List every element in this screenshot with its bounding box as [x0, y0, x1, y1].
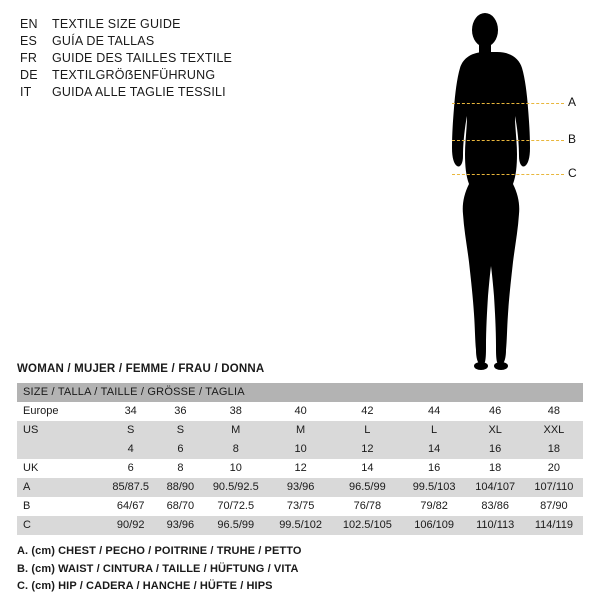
legend-note-a: A. (cm) CHEST / PECHO / POITRINE / TRUHE / PETTO: [17, 545, 302, 557]
cell: 48: [525, 402, 583, 421]
table-row: [17, 516, 583, 535]
row-label-a: A: [17, 478, 103, 497]
cell: 46: [466, 402, 525, 421]
language-text-it: GUIDA ALLE TAGLIE TESSILI: [52, 85, 226, 99]
cell: 68/70: [158, 497, 202, 516]
language-row-de: [20, 67, 320, 84]
table-header-label: SIZE / TALLA / TAILLE / GRÖSSE / TAGLIA: [17, 383, 583, 402]
measure-line-b: [452, 140, 564, 141]
cell: 104/107: [466, 478, 525, 497]
measure-label-a: A: [568, 95, 577, 109]
cell: 76/78: [332, 497, 403, 516]
cell: L: [332, 421, 403, 440]
measurement-legend: [17, 543, 302, 596]
cell: 70/72.5: [202, 497, 269, 516]
cell: 36: [158, 402, 202, 421]
cell: 87/90: [525, 497, 583, 516]
cell: 12: [332, 440, 403, 459]
language-row-it: [20, 84, 320, 101]
language-text-fr: GUIDE DES TAILLES TEXTILE: [52, 51, 233, 65]
language-code-de: DE: [20, 68, 38, 82]
table-group-title: WOMAN / MUJER / FEMME / FRAU / DONNA: [17, 363, 265, 375]
cell: 93/96: [158, 516, 202, 535]
cell: 20: [525, 459, 583, 478]
language-text-en: TEXTILE SIZE GUIDE: [52, 17, 181, 31]
cell: 73/75: [269, 497, 332, 516]
cell: XXL: [525, 421, 583, 440]
cell: 44: [403, 402, 466, 421]
measure-line-a: [452, 103, 564, 104]
table-row: [17, 497, 583, 516]
language-row-fr: [20, 50, 320, 67]
language-row-en: [20, 16, 320, 33]
cell: 10: [202, 459, 269, 478]
language-code-en: EN: [20, 17, 38, 31]
cell: 8: [202, 440, 269, 459]
cell: 14: [332, 459, 403, 478]
cell: 114/119: [525, 516, 583, 535]
cell: 4: [103, 440, 158, 459]
cell: 12: [269, 459, 332, 478]
row-label-c: C: [17, 516, 103, 535]
table-row: [17, 459, 583, 478]
cell: 110/113: [466, 516, 525, 535]
cell: 85/87.5: [103, 478, 158, 497]
language-list: [20, 16, 320, 101]
cell: 34: [103, 402, 158, 421]
cell: 90/92: [103, 516, 158, 535]
cell: 14: [403, 440, 466, 459]
cell: M: [202, 421, 269, 440]
legend-note-c: C. (cm) HIP / CADERA / HANCHE / HÜFTE / HIPS: [17, 580, 273, 592]
row-label-b: B: [17, 497, 103, 516]
cell: 18: [525, 440, 583, 459]
size-table: [17, 383, 583, 535]
cell: 16: [403, 459, 466, 478]
table-row: [17, 478, 583, 497]
language-row-es: [20, 33, 320, 50]
cell: 107/110: [525, 478, 583, 497]
language-text-de: TEXTILGRÖẞENFÜHRUNG: [52, 68, 216, 82]
cell: 8: [158, 459, 202, 478]
cell: 96.5/99: [332, 478, 403, 497]
cell: S: [103, 421, 158, 440]
row-label-uk: UK: [17, 459, 103, 478]
cell: 102.5/105: [332, 516, 403, 535]
cell: M: [269, 421, 332, 440]
cell: 10: [269, 440, 332, 459]
cell: 83/86: [466, 497, 525, 516]
cell: 96.5/99: [202, 516, 269, 535]
measure-line-c: [452, 174, 564, 175]
cell: L: [403, 421, 466, 440]
table-row: [17, 440, 583, 459]
figure-illustration: [400, 8, 590, 378]
cell: S: [158, 421, 202, 440]
language-text-es: GUÍA DE TALLAS: [52, 34, 155, 48]
cell: 40: [269, 402, 332, 421]
female-silhouette-icon: [420, 8, 550, 378]
cell: 88/90: [158, 478, 202, 497]
cell: 93/96: [269, 478, 332, 497]
language-code-es: ES: [20, 34, 38, 48]
cell: XL: [466, 421, 525, 440]
row-label-us: US: [17, 421, 103, 440]
cell: 16: [466, 440, 525, 459]
cell: 99.5/102: [269, 516, 332, 535]
measure-label-b: B: [568, 132, 577, 146]
cell: 99.5/103: [403, 478, 466, 497]
cell: 106/109: [403, 516, 466, 535]
cell: 79/82: [403, 497, 466, 516]
cell: 90.5/92.5: [202, 478, 269, 497]
cell: 42: [332, 402, 403, 421]
cell: 6: [158, 440, 202, 459]
language-code-fr: FR: [20, 51, 38, 65]
cell: 38: [202, 402, 269, 421]
row-label-us-numeric: [17, 440, 103, 459]
table-header-row: [17, 383, 583, 402]
legend-note-b: B. (cm) WAIST / CINTURA / TAILLE / HÜFTUNG / VITA: [17, 562, 299, 575]
language-code-it: IT: [20, 85, 32, 99]
cell: 64/67: [103, 497, 158, 516]
table-row: [17, 421, 583, 440]
cell: 6: [103, 459, 158, 478]
table-row: [17, 402, 583, 421]
measure-label-c: C: [568, 166, 577, 180]
row-label-europe: Europe: [17, 402, 103, 421]
cell: 18: [466, 459, 525, 478]
